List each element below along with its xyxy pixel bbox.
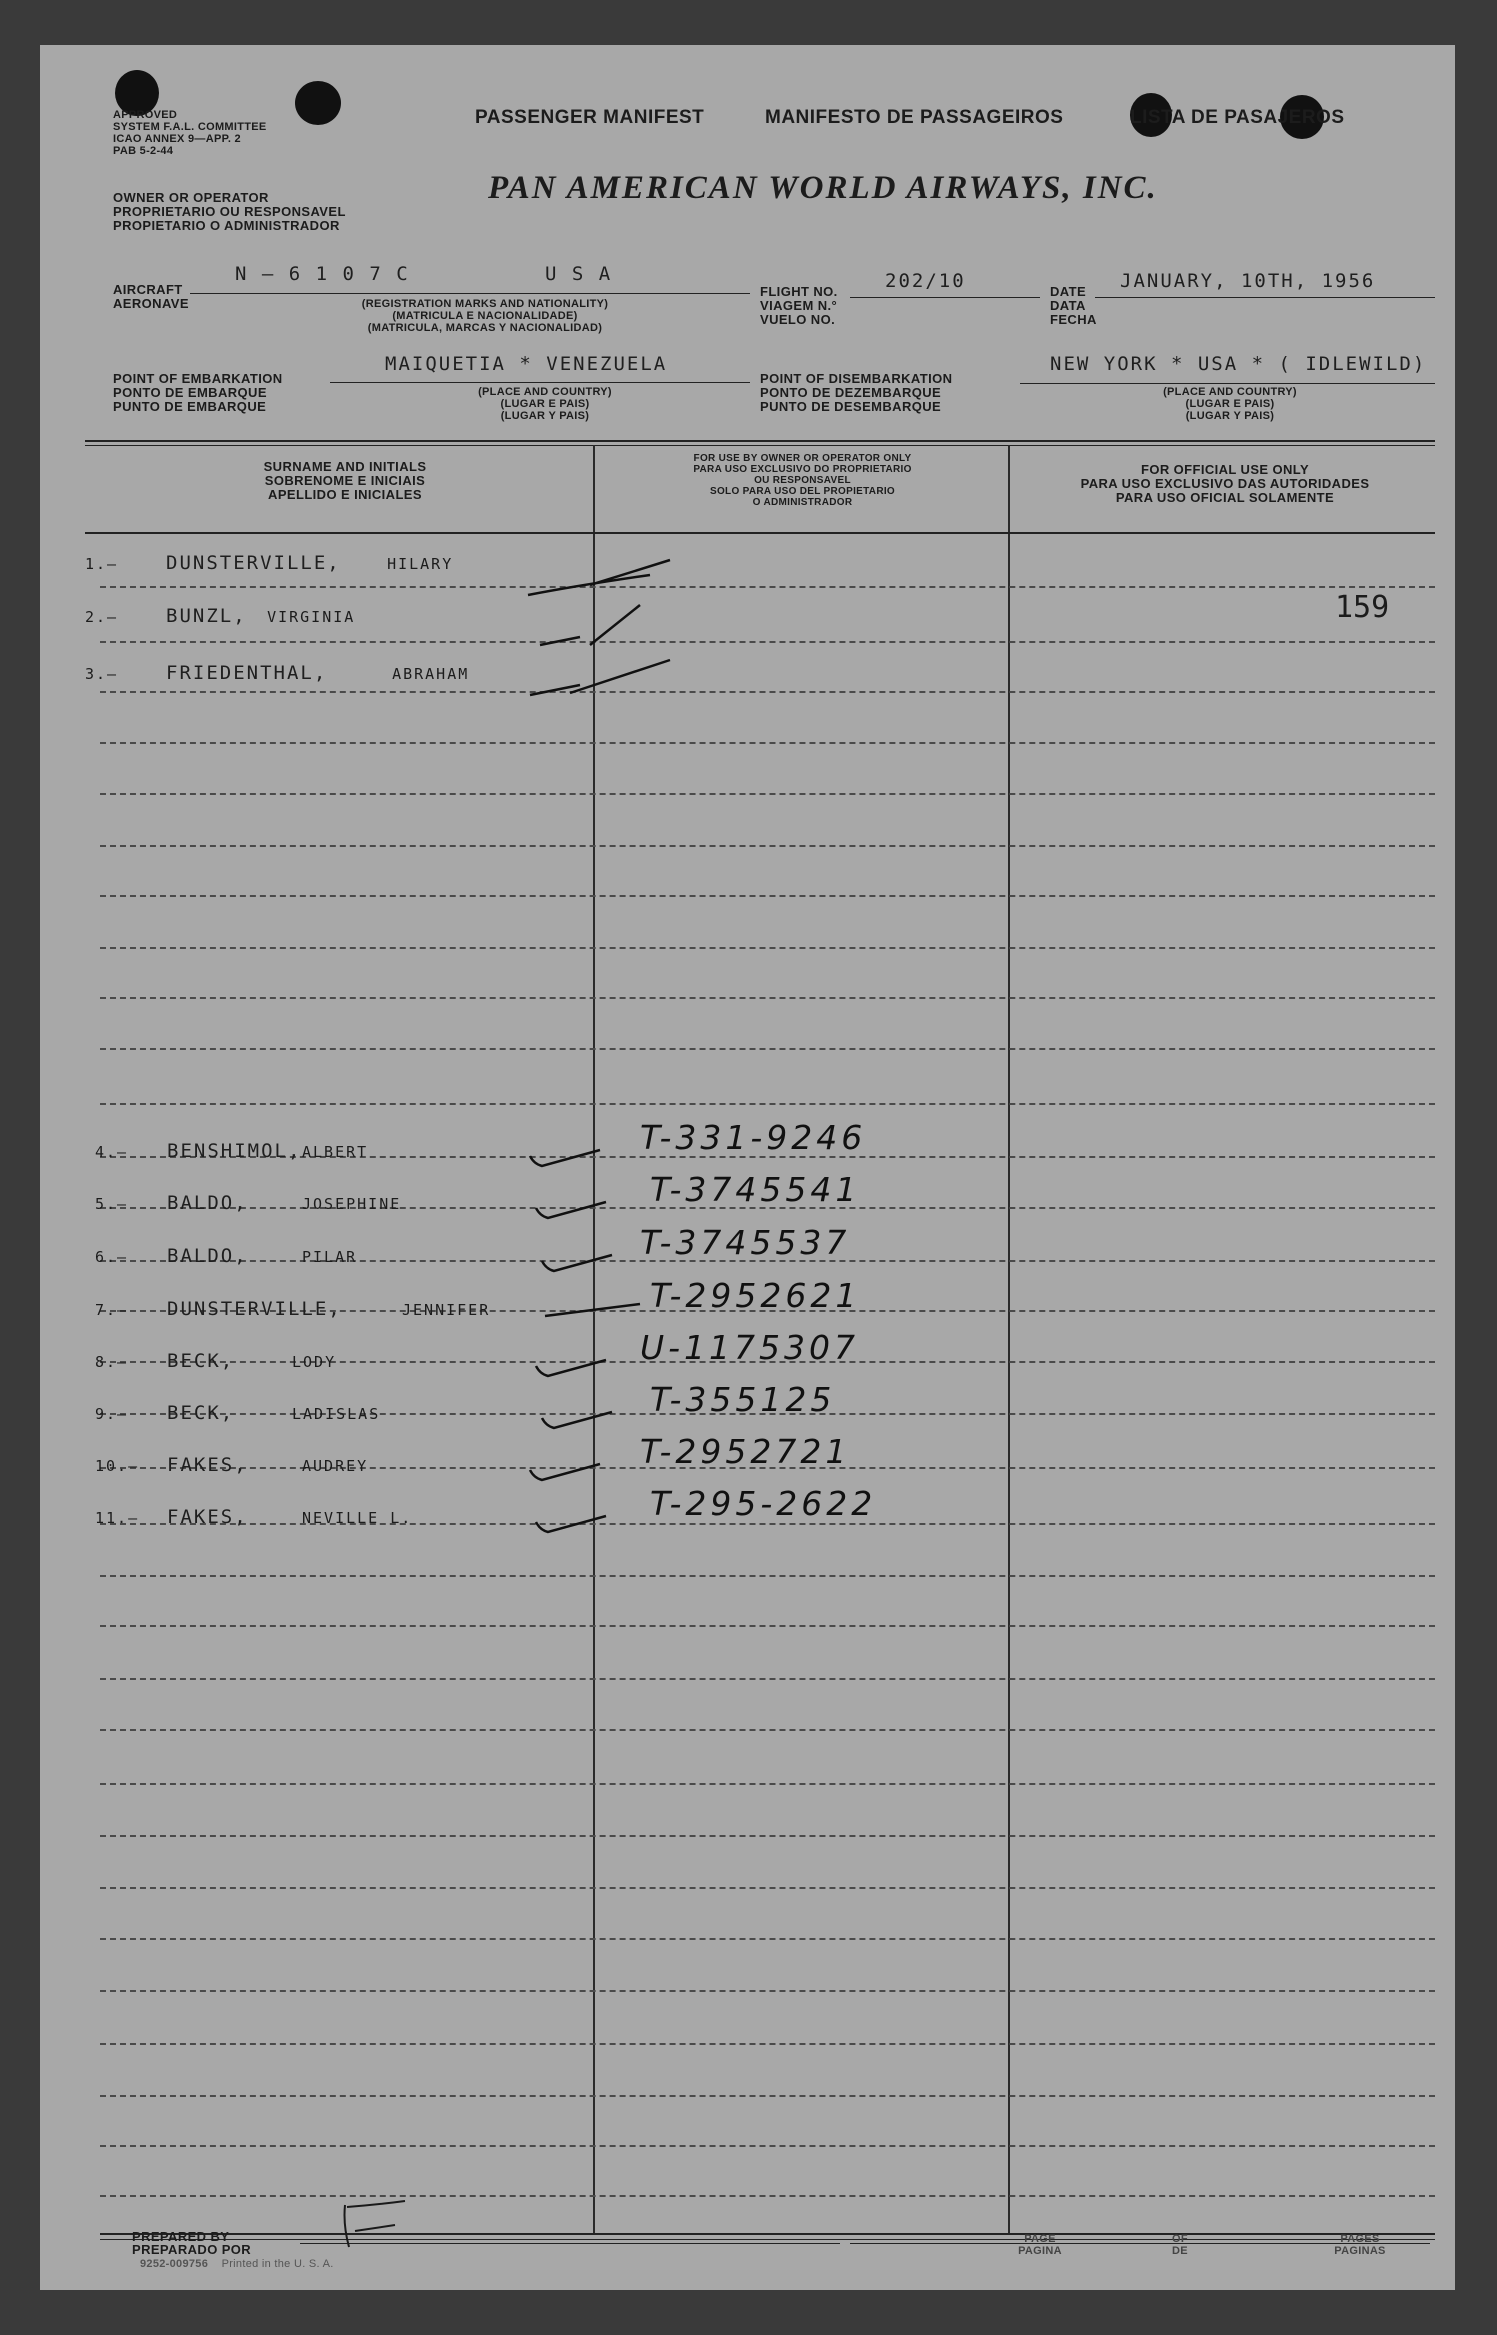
prepared-by-caption: PREPARED BY PREPARADO POR bbox=[132, 2229, 252, 2257]
check-mark bbox=[532, 1233, 642, 1283]
row-rule bbox=[100, 1783, 1435, 1785]
disembarkation-labels: POINT OF DISEMBARKATION PONTO DE DEZEMBARQUE PUNTO DE DESEMBARQUE bbox=[760, 371, 953, 414]
check-mark bbox=[526, 1180, 636, 1230]
row-rule bbox=[100, 1575, 1435, 1577]
ticket-number: T-295-2622 bbox=[650, 1484, 877, 1523]
list-item bbox=[95, 1140, 368, 1162]
row-rule bbox=[100, 947, 1435, 949]
disembarkation-value: NEW YORK * USA * ( IDLEWILD) bbox=[1050, 353, 1427, 375]
row-rule bbox=[100, 1678, 1435, 1680]
passenger-number: 8.— bbox=[95, 1353, 129, 1371]
passenger-given: ALBERT bbox=[302, 1143, 369, 1161]
date-underline bbox=[1095, 297, 1435, 298]
passenger-surname: FAKES, bbox=[167, 1506, 248, 1528]
row-rule bbox=[100, 2043, 1435, 2045]
aircraft-sublabels: (REGISTRATION MARKS AND NATIONALITY) (MATRICULA E NACIONALIDADE) (MATRICULA, MARCAS Y NACIONALIDAD) bbox=[361, 298, 609, 334]
list-item bbox=[95, 1298, 490, 1320]
passenger-number: 2.— bbox=[85, 608, 119, 626]
column-header-operator: FOR USE BY OWNER OR OPERATOR ONLY PARA USO EXCLUSIVO DO PROPRIETARIO OU RESPONSAVEL SOLO PARA USO DEL PROPIETARIO O ADMINISTRADOR bbox=[693, 453, 912, 508]
passenger-surname: BECK, bbox=[167, 1350, 235, 1372]
ticket-number: T-2952621 bbox=[650, 1276, 861, 1315]
aircraft-registration: N — 6 1 0 7 C bbox=[235, 263, 410, 285]
list-item bbox=[95, 1454, 368, 1476]
disembarkation-underline bbox=[1020, 383, 1435, 384]
check-mark bbox=[526, 1494, 636, 1544]
passenger-surname: BALDO, bbox=[167, 1245, 248, 1267]
row-rule bbox=[100, 586, 1435, 588]
list-item bbox=[95, 1192, 401, 1214]
list-item bbox=[85, 552, 453, 574]
manifest-page bbox=[40, 45, 1455, 2290]
passenger-number: 6.— bbox=[95, 1248, 129, 1266]
passenger-number: 3.— bbox=[85, 665, 119, 683]
embarkation-value: MAIQUETIA * VENEZUELA bbox=[385, 353, 668, 375]
passenger-given: NEVILLE L. bbox=[302, 1509, 413, 1527]
aircraft-underline bbox=[190, 293, 750, 294]
check-mark bbox=[530, 660, 670, 695]
page-underline bbox=[850, 2243, 1430, 2244]
ticket-number: T-2952721 bbox=[640, 1432, 851, 1471]
list-item bbox=[95, 1245, 357, 1267]
footer-rule bbox=[100, 2233, 1435, 2235]
column-header-official: FOR OFFICIAL USE ONLY PARA USO EXCLUSIVO DAS AUTORIDADES PARA USO OFICIAL SOLAMENTE bbox=[1080, 462, 1370, 505]
row-rule bbox=[100, 1990, 1435, 1992]
ticket-number: T-3745537 bbox=[640, 1223, 851, 1262]
row-rule bbox=[100, 845, 1435, 847]
row-rule bbox=[100, 2145, 1435, 2147]
passenger-surname: DUNSTERVILLE, bbox=[167, 1298, 342, 1320]
passenger-given: JENNIFER bbox=[402, 1301, 491, 1319]
passenger-number: 9.— bbox=[95, 1405, 129, 1423]
passenger-given: PILAR bbox=[302, 1248, 358, 1266]
list-item bbox=[95, 1402, 380, 1424]
passenger-surname: BUNZL, bbox=[166, 605, 247, 627]
title-portuguese: MANIFESTO DE PASSAGEIROS bbox=[765, 107, 1064, 128]
check-mark bbox=[540, 605, 640, 645]
passenger-number: 10.— bbox=[95, 1457, 140, 1475]
passenger-surname: DUNSTERVILLE, bbox=[166, 552, 341, 574]
table-top-rule-2 bbox=[85, 445, 1435, 446]
company-name: PAN AMERICAN WORLD AIRWAYS, INC. bbox=[488, 170, 1158, 206]
date-value: JANUARY, 10TH, 1956 bbox=[1120, 270, 1376, 292]
row-rule bbox=[100, 641, 1435, 643]
page-labels: PAGE PAGINA bbox=[1018, 2233, 1062, 2257]
ticket-number: T-355125 bbox=[650, 1380, 836, 1419]
embarkation-labels: POINT OF EMBARKATION PONTO DE EMBARQUE PUNTO DE EMBARQUE bbox=[113, 371, 283, 414]
passenger-number: 11.— bbox=[95, 1509, 140, 1527]
check-mark bbox=[540, 1286, 650, 1336]
flight-underline bbox=[850, 297, 1040, 298]
list-item bbox=[85, 605, 355, 627]
passenger-given: LODY bbox=[292, 1353, 337, 1371]
check-mark bbox=[520, 1128, 630, 1178]
row-rule bbox=[100, 1729, 1435, 1731]
row-rule bbox=[100, 691, 1435, 693]
row-rule bbox=[100, 742, 1435, 744]
row-rule bbox=[100, 2195, 1435, 2197]
passenger-surname: FRIEDENTHAL, bbox=[166, 662, 328, 684]
column-header-names: SURNAME AND INITIALS SOBRENOME E INICIAIS APELLIDO E INICIALES bbox=[263, 459, 427, 502]
row-rule bbox=[100, 997, 1435, 999]
form-number: 9252-009756 Printed in the U. S. A. bbox=[140, 2258, 334, 2270]
passenger-number: 5.— bbox=[95, 1195, 129, 1213]
passenger-number: 4.— bbox=[95, 1143, 129, 1161]
table-top-rule bbox=[85, 440, 1435, 442]
passenger-given: LADISLAS bbox=[292, 1405, 381, 1423]
footer-rule-2 bbox=[100, 2239, 1435, 2240]
header-bottom-rule bbox=[85, 532, 1435, 534]
disembarkation-sublabels: (PLACE AND COUNTRY) (LUGAR E PAIS) (LUGAR Y PAIS) bbox=[1163, 386, 1297, 422]
row-rule bbox=[100, 1048, 1435, 1050]
passenger-given: JOSEPHINE bbox=[302, 1195, 402, 1213]
row-rule bbox=[100, 1887, 1435, 1889]
passenger-surname: BALDO, bbox=[167, 1192, 248, 1214]
passenger-surname: FAKES, bbox=[167, 1454, 248, 1476]
list-item bbox=[95, 1350, 336, 1372]
check-mark bbox=[528, 560, 670, 595]
flight-number: 202/10 bbox=[885, 270, 966, 292]
passenger-number: 7.— bbox=[95, 1301, 129, 1319]
embarkation-sublabels: (PLACE AND COUNTRY) (LUGAR E PAIS) (LUGAR Y PAIS) bbox=[478, 386, 612, 422]
date-labels: DATE DATA FECHA bbox=[1050, 284, 1097, 327]
passenger-surname: BENSHIMOL, bbox=[167, 1140, 302, 1162]
row-rule bbox=[100, 1938, 1435, 1940]
list-item bbox=[85, 662, 469, 684]
ticket-number: U-1175307 bbox=[640, 1328, 860, 1367]
passenger-given: ABRAHAM bbox=[392, 665, 470, 683]
title-english: PASSENGER MANIFEST bbox=[475, 107, 705, 128]
row-rule bbox=[100, 1103, 1435, 1105]
punch-hole-mark bbox=[295, 81, 341, 125]
ticket-number: T-3745541 bbox=[650, 1170, 861, 1209]
passenger-given: AUDREY bbox=[302, 1457, 369, 1475]
official-note: 159 bbox=[1335, 590, 1390, 625]
aircraft-labels: AIRCRAFT AERONAVE bbox=[113, 282, 189, 311]
row-rule bbox=[100, 895, 1435, 897]
row-rule bbox=[100, 793, 1435, 795]
column-divider-2 bbox=[1008, 445, 1010, 2235]
title-spanish: LISTA DE PASAJEROS bbox=[1130, 107, 1345, 128]
check-mark bbox=[526, 1338, 636, 1388]
passenger-given: VIRGINIA bbox=[267, 608, 356, 626]
approval-block: APPROVED SYSTEM F.A.L. COMMITTEE ICAO ANNEX 9—APP. 2 PAB 5-2-44 bbox=[113, 109, 267, 157]
passenger-given: HILARY bbox=[387, 555, 454, 573]
owner-labels: OWNER OR OPERATOR PROPRIETARIO OU RESPONSAVEL PROPIETARIO O ADMINISTRADOR bbox=[113, 190, 346, 233]
aircraft-nationality: U S A bbox=[545, 263, 613, 285]
row-rule bbox=[100, 1835, 1435, 1837]
of-labels: OF DE bbox=[1172, 2233, 1188, 2257]
ticket-number: T-331-9246 bbox=[640, 1118, 867, 1157]
row-rule bbox=[100, 1625, 1435, 1627]
row-rule bbox=[100, 2095, 1435, 2097]
check-marks-top bbox=[520, 535, 740, 765]
flight-labels: FLIGHT NO. VIAGEM N.° VUELO NO. bbox=[760, 284, 838, 327]
passenger-surname: BECK, bbox=[167, 1402, 235, 1424]
pages-labels: PAGES PAGINAS bbox=[1334, 2233, 1386, 2257]
list-item bbox=[95, 1506, 412, 1528]
passenger-number: 1.— bbox=[85, 555, 119, 573]
check-mark bbox=[532, 1390, 642, 1440]
embarkation-underline bbox=[330, 382, 750, 383]
check-mark bbox=[520, 1442, 630, 1492]
signature-mark bbox=[335, 2195, 425, 2255]
